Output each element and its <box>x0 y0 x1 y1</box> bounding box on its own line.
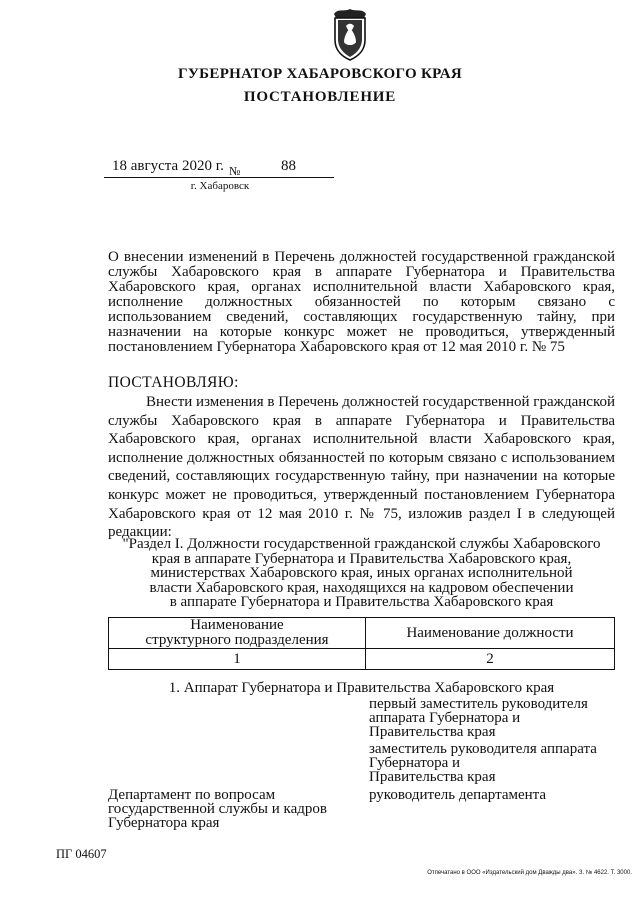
date-underline <box>104 177 334 178</box>
title-line: назначении на которые конкурс может не проводиться, утвержденный <box>108 324 615 340</box>
paragraph-line: Хабаровского края от 12 мая 2010 г. № 75, изложив раздел I в следующей <box>108 505 615 522</box>
header-cell-line: структурного подразделения <box>145 632 329 648</box>
document-date: 18 августа 2020 г. <box>112 158 224 174</box>
paragraph-line: службы Хабаровского края в аппарате Губернатора и Правительства <box>108 412 615 429</box>
section-heading <box>108 537 615 610</box>
paragraph-line: Внести изменения в Перечень должностей государственной гражданской <box>146 394 615 410</box>
position-line: заместитель руководителя аппарата <box>369 741 597 757</box>
issuer-title: ГУБЕРНАТОР ХАБАРОВСКОГО КРАЯ <box>178 66 462 82</box>
column-number-2: 2 <box>366 649 615 670</box>
paragraph-line: сведений, составляющих государственную тайну, при назначении на которые <box>108 468 615 485</box>
position-line: руководитель департамента <box>369 787 547 803</box>
column-number-1: 1 <box>109 649 366 670</box>
header-cell-position: Наименование должности <box>366 618 615 649</box>
positions-table <box>108 617 615 670</box>
title-line: службы Хабаровского края в аппарате Губернатора и Правительства <box>108 264 615 280</box>
title-line: Хабаровского края, органах исполнительной власти Хабаровского края, <box>108 279 615 295</box>
coat-of-arms-emblem <box>328 6 372 62</box>
form-serial-number: ПГ 04607 <box>56 847 107 861</box>
document-number: 88 <box>281 158 296 174</box>
header-cell-unit <box>109 618 366 649</box>
position-line: Правительства края <box>369 724 496 740</box>
table-number-row <box>109 649 615 670</box>
department-line: Департамент по вопросам <box>108 787 276 803</box>
department-line: Губернатора края <box>108 815 220 831</box>
main-paragraph <box>108 393 615 542</box>
title-line: исполнение должностных обязанностей по которым связано с <box>108 294 615 310</box>
department-line: государственной службы и кадров <box>108 801 327 817</box>
document-title <box>108 250 615 355</box>
subsection-title: 1. Аппарат Губернатора и Правительства Хабаровского края <box>168 680 555 696</box>
title-line: О внесении изменений в Перечень должностей государственной гражданской <box>108 249 615 265</box>
position-line: Губернатора и <box>369 755 461 771</box>
paragraph-line: Хабаровского края, органах исполнительной власти Хабаровского края, <box>108 431 615 448</box>
section-line: власти Хабаровского края, находящихся на кадровом обеспечении <box>149 579 574 596</box>
document-city: г. Хабаровск <box>190 180 250 192</box>
section-line: в аппарате Губернатора и Правительства Хабаровского края <box>169 594 554 611</box>
position-line: Правительства края <box>369 769 496 785</box>
position-line: аппарата Губернатора и <box>369 710 521 726</box>
position-line: первый заместитель руководителя <box>369 696 588 712</box>
title-line: использованием сведений, составляющих государственную тайну, при <box>108 309 615 325</box>
table-header-row <box>109 618 615 649</box>
department-name <box>108 788 358 830</box>
number-label: № <box>229 164 241 178</box>
section-line: края в аппарате Губернатора и Правительства Хабаровского края, <box>151 550 572 567</box>
paragraph-line: редакции: <box>108 524 172 541</box>
position-item <box>369 742 619 784</box>
position-item <box>369 697 619 739</box>
paragraph-line: исполнение должностных обязанностей по которым связано с использованием <box>108 449 615 466</box>
header-cell-line: Наименование <box>190 617 284 633</box>
title-line: постановлением Губернатора Хабаровского края от 12 мая 2010 г. № 75 <box>108 339 565 355</box>
section-line: "Раздел I. Должности государственной гражданской службы Хабаровского <box>122 536 601 552</box>
paragraph-line: конкурс может не проводиться, утвержденный постановлением Губернатора <box>108 486 615 503</box>
decree-word: ПОСТАНОВЛЯЮ: <box>108 374 239 391</box>
section-line: министерствах Хабаровского края, иных органах исполнительной <box>150 565 573 582</box>
document-type: ПОСТАНОВЛЕНИЕ <box>243 89 397 105</box>
position-item <box>369 788 619 802</box>
print-imprint: Отпечатано в ООО «Издательский дом Дважды два». З. № 4622. Т. 3000. <box>427 870 632 876</box>
